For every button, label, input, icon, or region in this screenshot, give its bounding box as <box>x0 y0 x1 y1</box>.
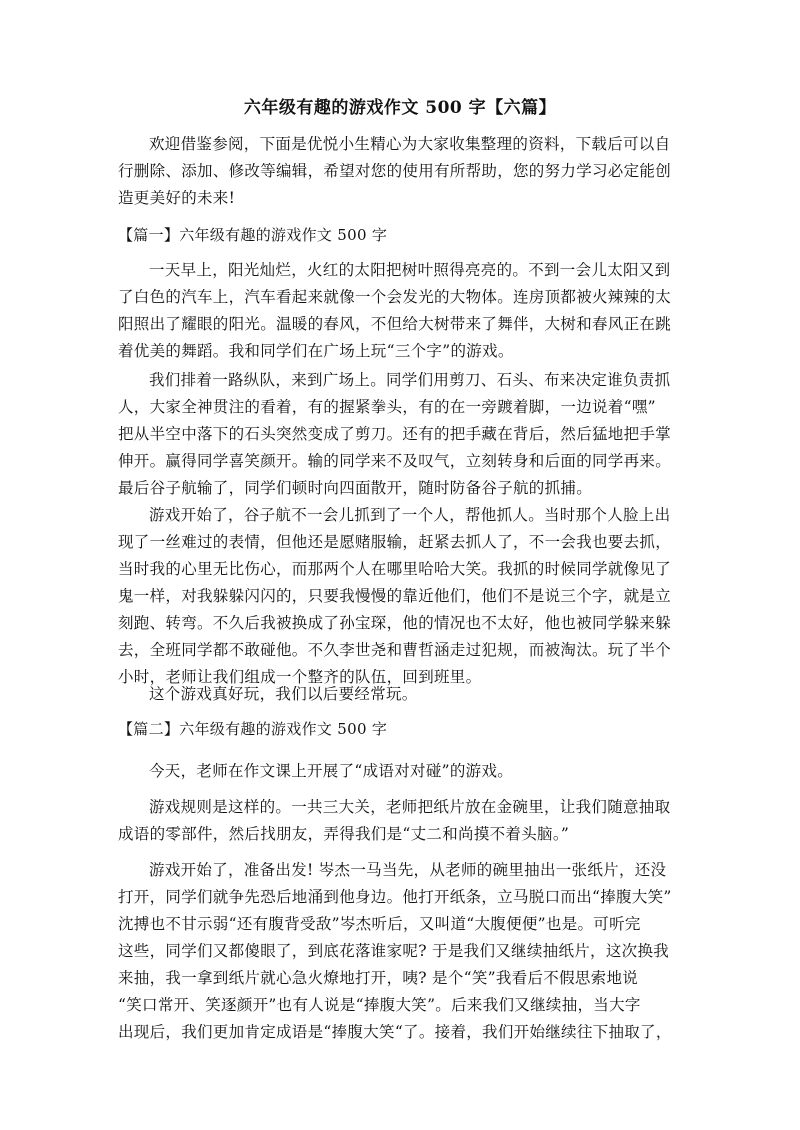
text-line: 着优美的舞蹈。我和同学们在广场上玩“三个字”的游戏。 <box>118 342 514 360</box>
text-line: 今天，老师在作文课上开展了“成语对对碰”的游戏。 <box>149 762 514 780</box>
text-line: 鬼一样，对我躲躲闪闪的，只要我慢慢的靠近他们，他们不是说三个字，就是立 <box>118 587 672 605</box>
text-line: 沈搏也不甘示弱“还有腹背受敌”岑杰听后，又叫道“大腹便便”也是。可听完 <box>118 915 641 933</box>
text-line: 这个游戏真好玩，我们以后要经常玩。 <box>149 685 418 703</box>
text-line: 当时我的心里无比伤心，而那两个人在哪里哈哈大笑。我抓的时候同学就像见了 <box>118 560 672 578</box>
text-line: 把从半空中落下的石头突然变成了剪刀。还有的把手藏在背后，然后猛地把手掌 <box>118 425 672 443</box>
text-line: 小时，老师让我们组成一个整齐的队伍，回到班里。 <box>118 668 482 686</box>
text-line: 造更美好的未来! <box>118 189 236 207</box>
text-line: 游戏开始了，准备出发! 岑杰一马当先，从老师的碗里抽出一张纸片，还没 <box>149 861 667 879</box>
text-line: 行删除、添加、修改等编辑，希望对您的使用有所帮助，您的努力学习必定能创 <box>118 162 672 180</box>
paragraph-1 <box>118 257 690 365</box>
text-line: 伸开。赢得同学喜笑颜开。输的同学来不及叹气，立刻转身和后面的同学再来。 <box>118 452 672 470</box>
text-line: “笑口常开、笑逐颜开”也有人说是“捧腹大笑”。后来我们又继续抽，当大字 <box>118 996 641 1014</box>
text-line: 打开，同学们就争先恐后地涌到他身边。他打开纸条，立马脱口而出“捧腹大笑” <box>118 888 672 906</box>
text-line: 欢迎借鉴参阅，下面是优悦小生精心为大家收集整理的资料，下载后可以自 <box>149 135 671 153</box>
text-line: 现了一丝难过的表情，但他还是愿赌服输，赶紧去抓人了，不一会我也要去抓， <box>118 533 672 551</box>
text-line: 成语的零部件，然后找朋友，弄得我们是“丈二和尚摸不着头脑。” <box>118 825 570 843</box>
paragraph-5 <box>118 758 690 785</box>
paragraph-6 <box>118 794 690 848</box>
text-line: 刻跑、转弯。不久后我被换成了孙宝琛，他的情况也不太好，他也被同学躲来躲 <box>118 614 672 632</box>
text-line: 出现后，我们更加肯定成语是“捧腹大笑“了。接着，我们开始继续往下抽取了， <box>118 1023 672 1041</box>
text-line: 去，全班同学都不敢碰他。不久李世尧和曹哲涵走过犯规，而被淘汰。玩了半个 <box>118 641 672 659</box>
heading-text: 【篇二】六年级有趣的游戏作文 500 字 <box>118 720 388 738</box>
text-line: 一天早上，阳光灿烂，火红的太阳把树叶照得亮亮的。不到一会儿太阳又到 <box>149 261 671 279</box>
text-line: 游戏规则是这样的。一共三大关，老师把纸片放在金碗里，让我们随意抽取 <box>149 798 671 816</box>
text-line: 阳照出了耀眼的阳光。温暖的春风，不但给大树带来了舞伴，大树和春风正在跳 <box>118 315 672 333</box>
text-line: 人，大家全神贯注的看着，有的握紧拳头，有的在一旁踱着脚，一边说着“嘿” <box>118 398 656 416</box>
intro-paragraph <box>118 131 690 212</box>
text-line: 我们排着一路纵队，来到广场上。同学们用剪刀、石头、布来决定谁负责抓 <box>149 371 671 389</box>
text-line: 了白色的汽车上，汽车看起来就像一个会发光的大物体。连房顶都被火辣辣的太 <box>118 288 672 306</box>
text-line: 游戏开始了，谷子航不一会儿抓到了一个人，帮他抓人。当时那个人脸上出 <box>149 506 671 524</box>
heading-text: 【篇一】六年级有趣的游戏作文 500 字 <box>118 226 388 244</box>
paragraph-2 <box>118 367 690 502</box>
section-heading-2 <box>118 716 690 743</box>
text-line: 这些，同学们又都傻眼了，到底花落谁家呢? 于是我们又继续抽纸片，这次换我 <box>118 942 670 960</box>
text-line: 最后谷子航输了，同学们顿时向四面散开，随时防备谷子航的抓捕。 <box>118 479 593 497</box>
paragraph-4 <box>118 681 690 708</box>
document-title: 六年级有趣的游戏作文 500 字【六篇】 <box>243 98 557 118</box>
paragraph-7 <box>118 857 690 1046</box>
text-line: 来抽，我一拿到纸片就心急火燎地打开，咦? 是个“笑”我看后不假思索地说 <box>118 969 639 987</box>
section-heading-1 <box>118 222 690 249</box>
paragraph-3 <box>118 502 690 691</box>
